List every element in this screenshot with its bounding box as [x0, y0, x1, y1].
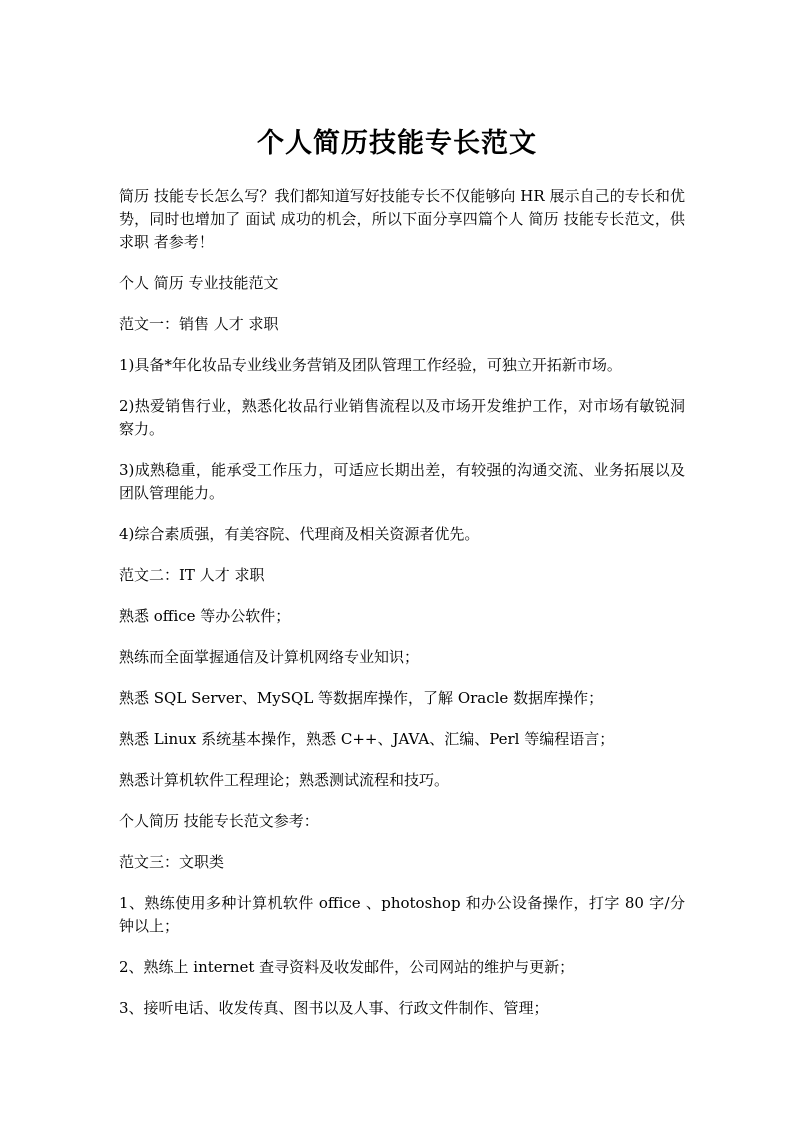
paragraph: 3)成熟稳重，能承受工作压力，可适应长期出差，有较强的沟通交流、业务拓展以及团队管理能力。 — [119, 461, 685, 502]
document-title: 个人简历技能专长范文 — [257, 128, 537, 159]
paragraph: 1、熟练使用多种计算机软件 office 、photoshop 和办公设备操作，打字 80 字/分钟以上； — [119, 894, 685, 935]
paragraph: 熟悉计算机软件工程理论；熟悉测试流程和技巧。 — [119, 771, 450, 789]
paragraph: 2、熟练上 internet 查寻资料及收发邮件，公司网站的维护与更新； — [119, 958, 575, 976]
paragraph: 4)综合素质强，有美容院、代理商及相关资源者优先。 — [119, 525, 480, 543]
paragraph: 熟悉 office 等办公软件； — [119, 607, 291, 625]
paragraph: 熟悉 SQL Server、MySQL 等数据库操作，了解 Oracle 数据库操作； — [119, 689, 604, 707]
paragraph: 范文二：IT 人才 求职 — [119, 566, 265, 584]
paragraph: 1)具备*年化妆品专业线业务营销及团队管理工作经验，可独立开拓新市场。 — [119, 356, 622, 374]
paragraph: 简历 技能专长怎么写？我们都知道写好技能专长不仅能够向 HR 展示自己的专长和优势，同时也增加了 面试 成功的机会，所以下面分享四篇个人 简历 技能专长范文，供 求职 者参考！ — [119, 187, 685, 251]
paragraph: 2)热爱销售行业，熟悉化妆品行业销售流程以及市场开发维护工作，对市场有敏锐洞察力。 — [119, 397, 685, 438]
paragraph: 范文三：文职类 — [119, 853, 225, 871]
paragraph: 范文一：销售 人才 求职 — [119, 315, 279, 333]
paragraph: 熟练而全面掌握通信及计算机网络专业知识； — [119, 648, 420, 666]
paragraph: 个人简历 技能专长范文参考： — [119, 812, 319, 830]
document-body — [119, 185, 685, 1038]
paragraph: 熟悉 Linux 系统基本操作，熟悉 C++、JAVA、汇编、Perl 等编程语言； — [119, 730, 615, 748]
paragraph: 个人 简历 专业技能范文 — [119, 274, 279, 292]
paragraph: 3、接听电话、收发传真、图书以及人事、行政文件制作、管理； — [119, 999, 549, 1017]
